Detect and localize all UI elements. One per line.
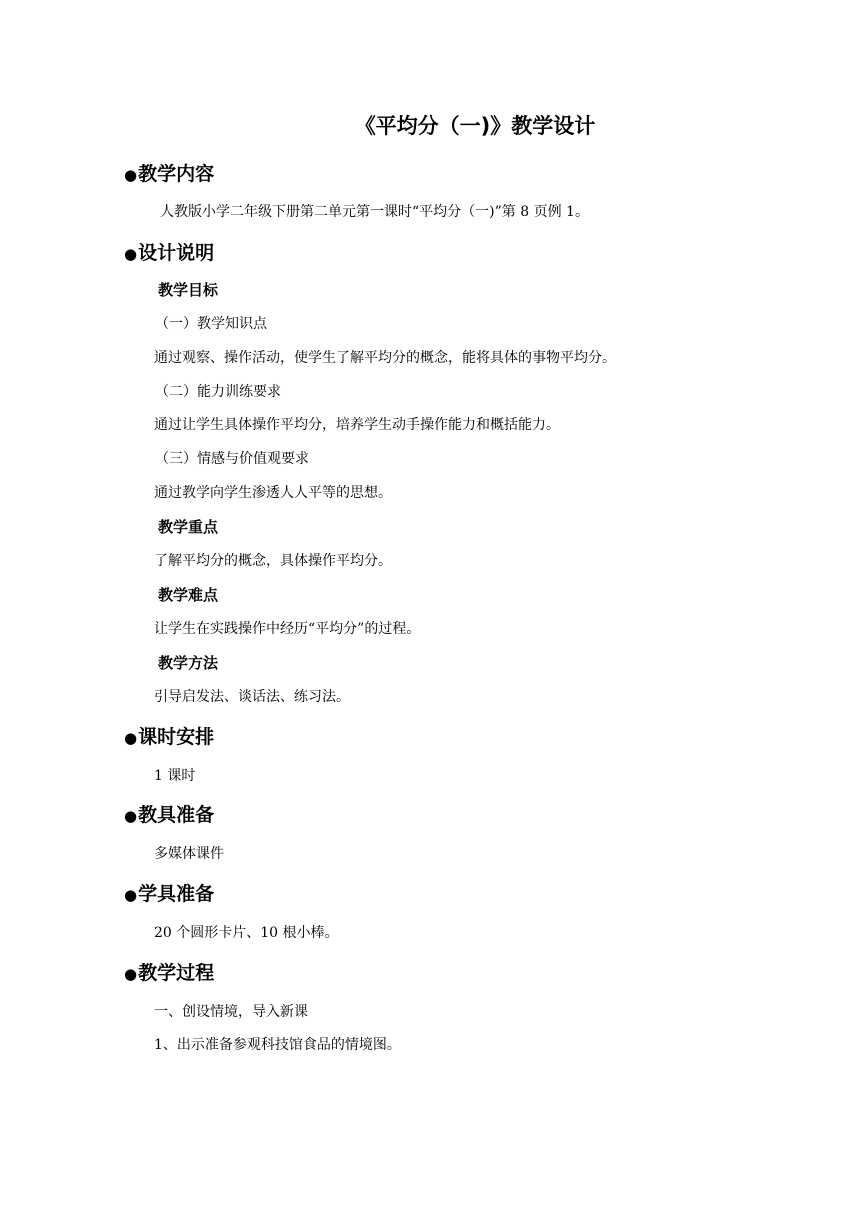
subheading-key-points: 教学重点 <box>158 518 219 536</box>
process-step-1-item-1: 1、出示准备参观科技馆食品的情境图。 <box>154 1037 401 1053</box>
teacher-tools-text: 多媒体课件 <box>154 846 224 862</box>
bullet-icon: ● <box>124 807 138 825</box>
section-heading-label: 教学过程 <box>138 962 215 984</box>
section-heading-label: 设计说明 <box>138 242 215 264</box>
document-title: 《平均分（一)》教学设计 <box>354 114 596 138</box>
content-paragraph: 人教版小学二年级下册第二单元第一课时“平均分（一)”第 8 页例 1。 <box>160 204 589 220</box>
subheading-method: 教学方法 <box>158 654 219 672</box>
student-tools-text: 20 个圆形卡片、10 根小棒。 <box>154 925 339 941</box>
section-heading-label: 学具准备 <box>138 883 215 905</box>
difficulty-text: 让学生在实践操作中经历“平均分”的过程。 <box>154 621 421 637</box>
goal-text-ability: 通过让学生具体操作平均分，培养学生动手操作能力和概括能力。 <box>154 417 560 433</box>
section-heading-label: 教具准备 <box>138 804 215 826</box>
bullet-icon: ● <box>124 729 138 747</box>
section-heading-content <box>124 159 214 186</box>
section-heading-design <box>124 238 214 265</box>
subheading-goals: 教学目标 <box>158 281 219 299</box>
section-heading-teacher-tools <box>124 800 214 827</box>
process-step-1: 一、创设情境，导入新课 <box>154 1004 308 1020</box>
bullet-icon: ● <box>124 965 138 983</box>
bullet-icon: ● <box>124 166 138 184</box>
goal-label-emotion: （三）情感与价值观要求 <box>155 451 309 467</box>
goal-text-emotion: 通过教学向学生渗透人人平等的思想。 <box>154 485 392 501</box>
goal-label-knowledge: （一）教学知识点 <box>155 316 267 332</box>
section-heading-student-tools <box>124 879 214 906</box>
section-heading-label: 教学内容 <box>138 163 215 185</box>
key-points-text: 了解平均分的概念，具体操作平均分。 <box>154 553 392 569</box>
bullet-icon: ● <box>124 245 138 263</box>
method-text: 引导启发法、谈话法、练习法。 <box>154 689 350 705</box>
schedule-text: 1 课时 <box>154 768 196 784</box>
section-heading-schedule <box>124 722 214 749</box>
subheading-difficulty: 教学难点 <box>158 586 219 604</box>
goal-label-ability: （二）能力训练要求 <box>155 384 281 400</box>
section-heading-label: 课时安排 <box>138 726 215 748</box>
section-heading-process <box>124 958 214 985</box>
bullet-icon: ● <box>124 886 138 904</box>
goal-text-knowledge: 通过观察、操作活动，使学生了解平均分的概念，能将具体的事物平均分。 <box>154 350 616 366</box>
